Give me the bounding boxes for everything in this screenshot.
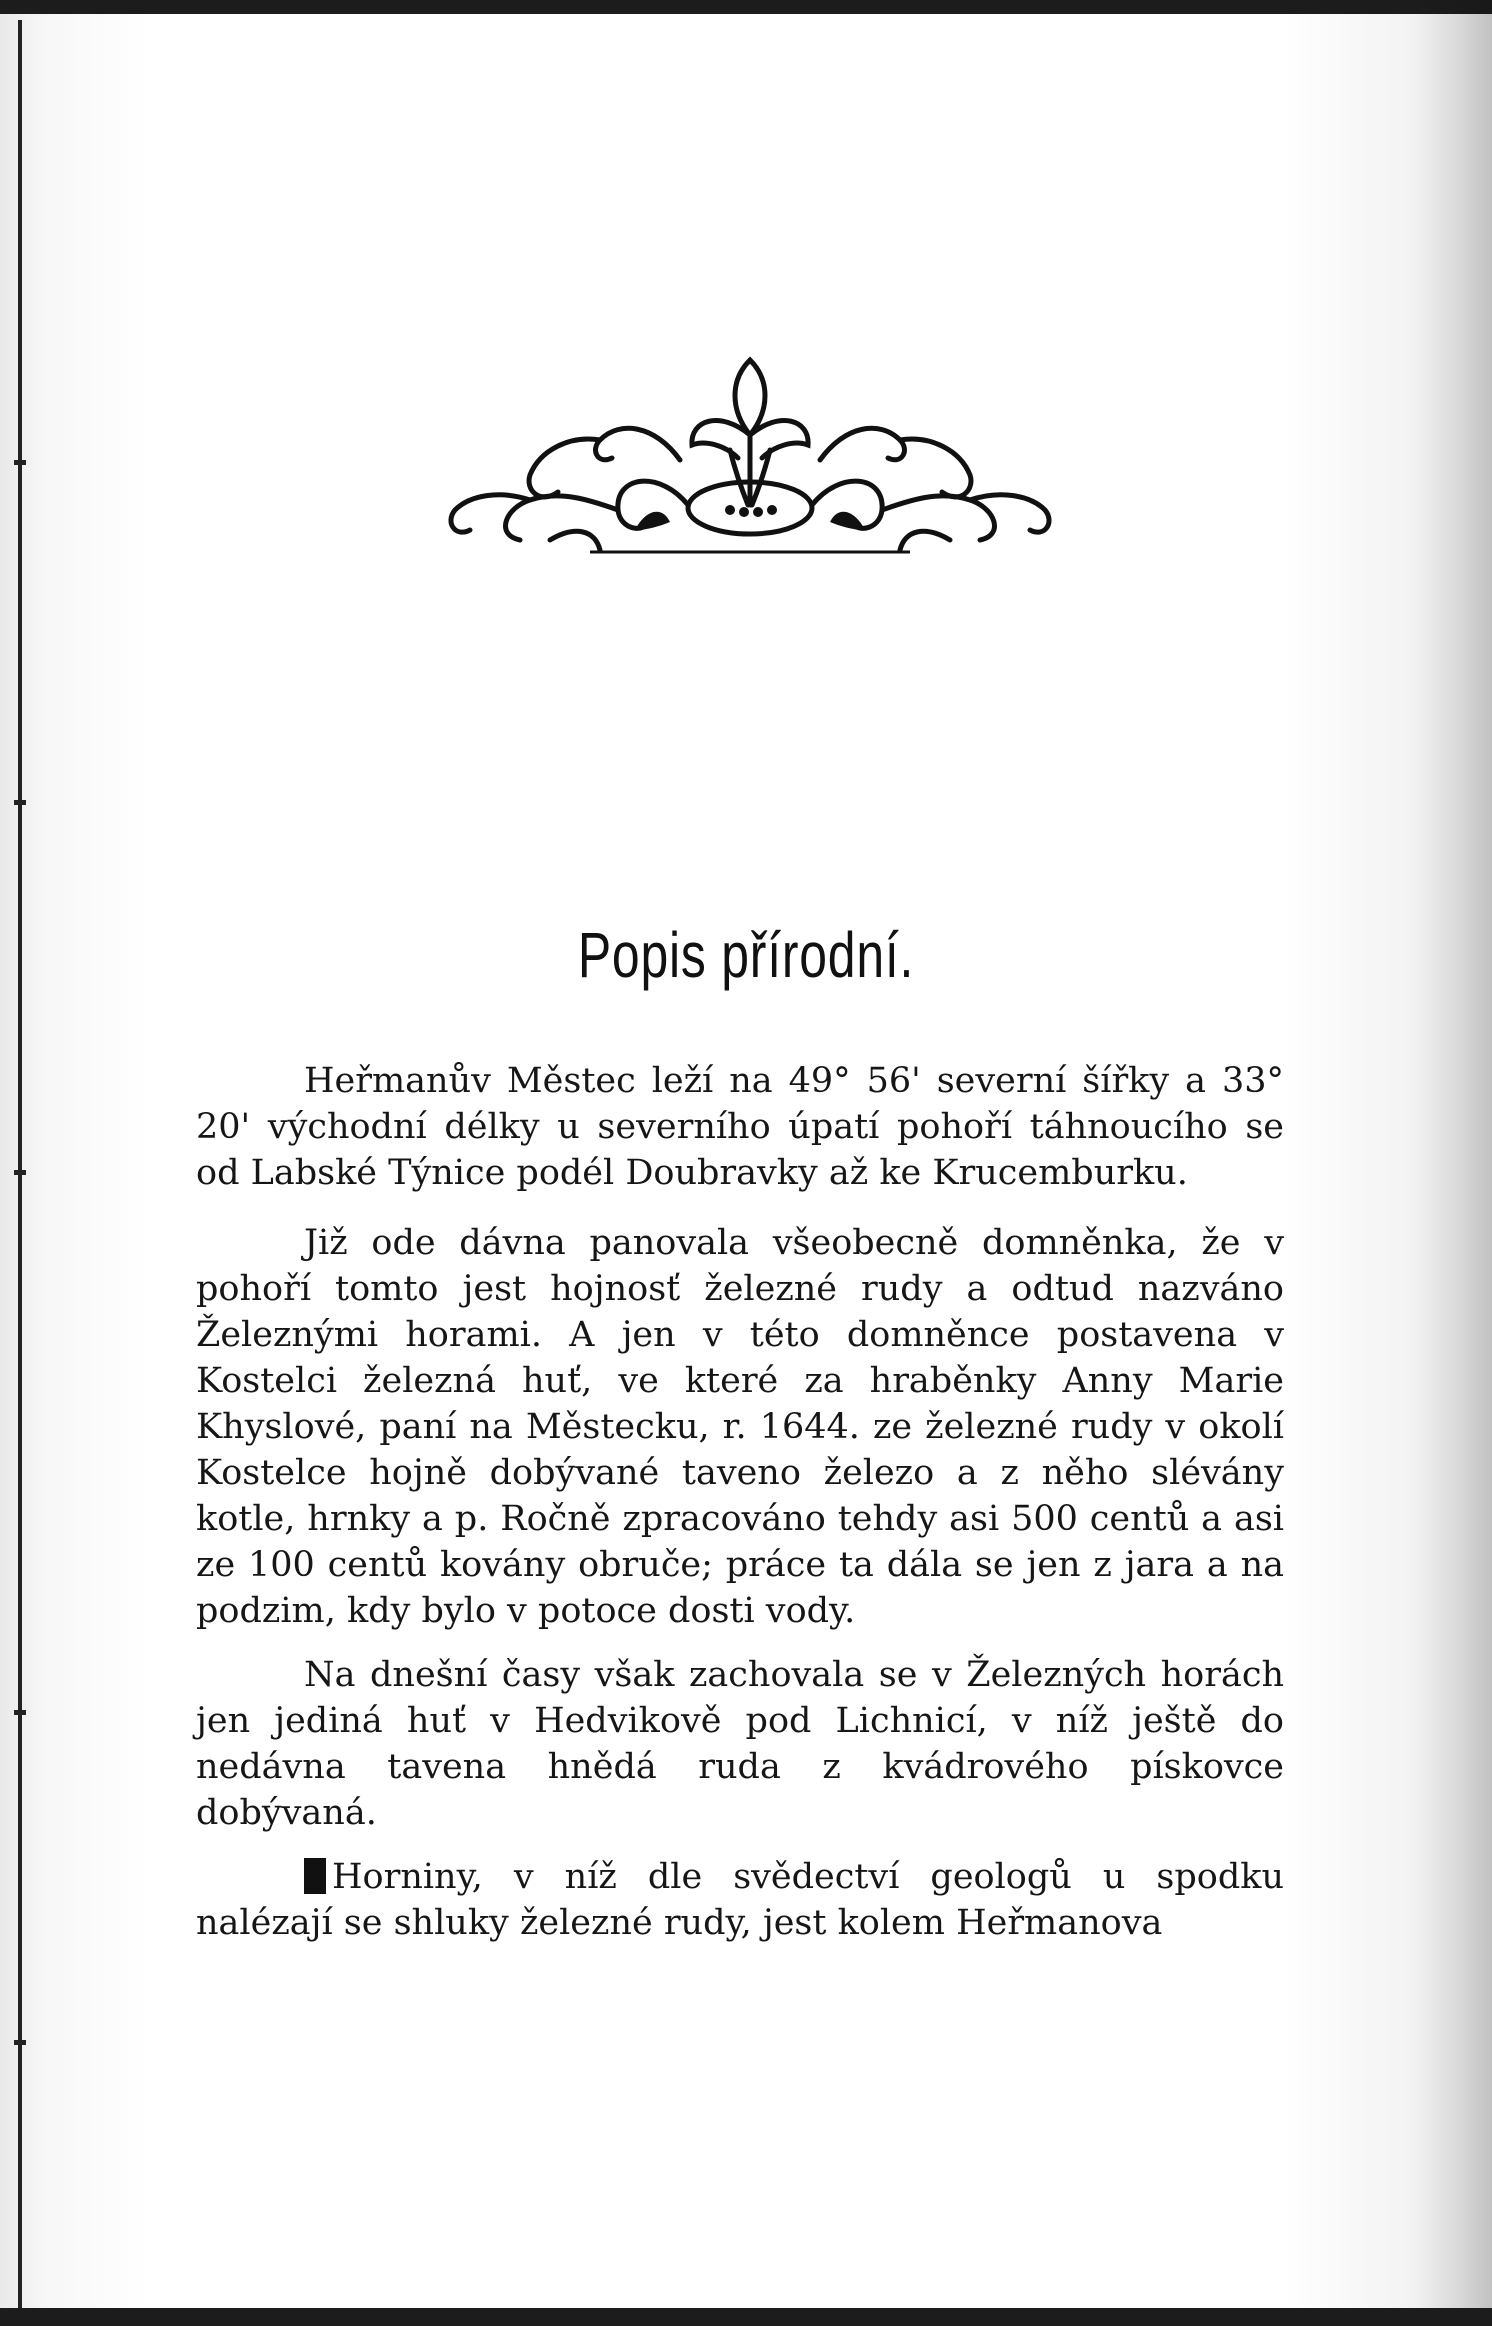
page-top-edge [0,0,1492,14]
body-text [196,1058,1284,1964]
paragraph-text: Horniny, v níž dle svědectví geologů u spodku nalézají se shluky železné rudy, jest kolem Heřmanova [196,1857,1284,1943]
floral-vignette-icon [430,340,1070,565]
paragraph: Již ode dávna panovala všeobecně domněnka, že v pohoří tomto jest hojnosť železné rudy a odtud nazváno Železnými horami. A jen v této domněnce postavena v Kostelci železná huť, ve které za hraběnky Anny Marie Khyslové, paní na Městecku, r. 1644. ze železné rudy v okolí Kostelce hojně dobývané taveno železo a z něho slévány kotle, hrnky a p. Ročně zpracováno tehdy asi 500 centů a asi ze 100 centů kovány obruče; práce ta dála se jen z jara a na podzim, kdy bylo v potoce dosti vody. [196,1223,1284,1631]
paragraph-last [196,1854,1284,1946]
page-bottom-edge [0,2308,1492,2326]
paragraph: Na dnešní časy však zachovala se v Železných horách jen jediná huť v Hedvikově pod Lichnicí, v níž ještě do nedávna tavena hnědá ruda z kvádrového pískovce dobývaná. [196,1655,1284,1833]
page-shadow [1412,0,1492,2326]
binding-rule [18,20,22,2310]
paragraph: Heřmanův Městec leží na 49° 56' severní šířky a 33° 20' východní délky u severního úpatí pohoří táhnoucího se od Labské Týnice podél Doubravky až ke Krucemburku. [196,1061,1284,1193]
chapter-title: Popis přírodní. [577,919,915,991]
ink-blot-icon [304,1858,326,1894]
